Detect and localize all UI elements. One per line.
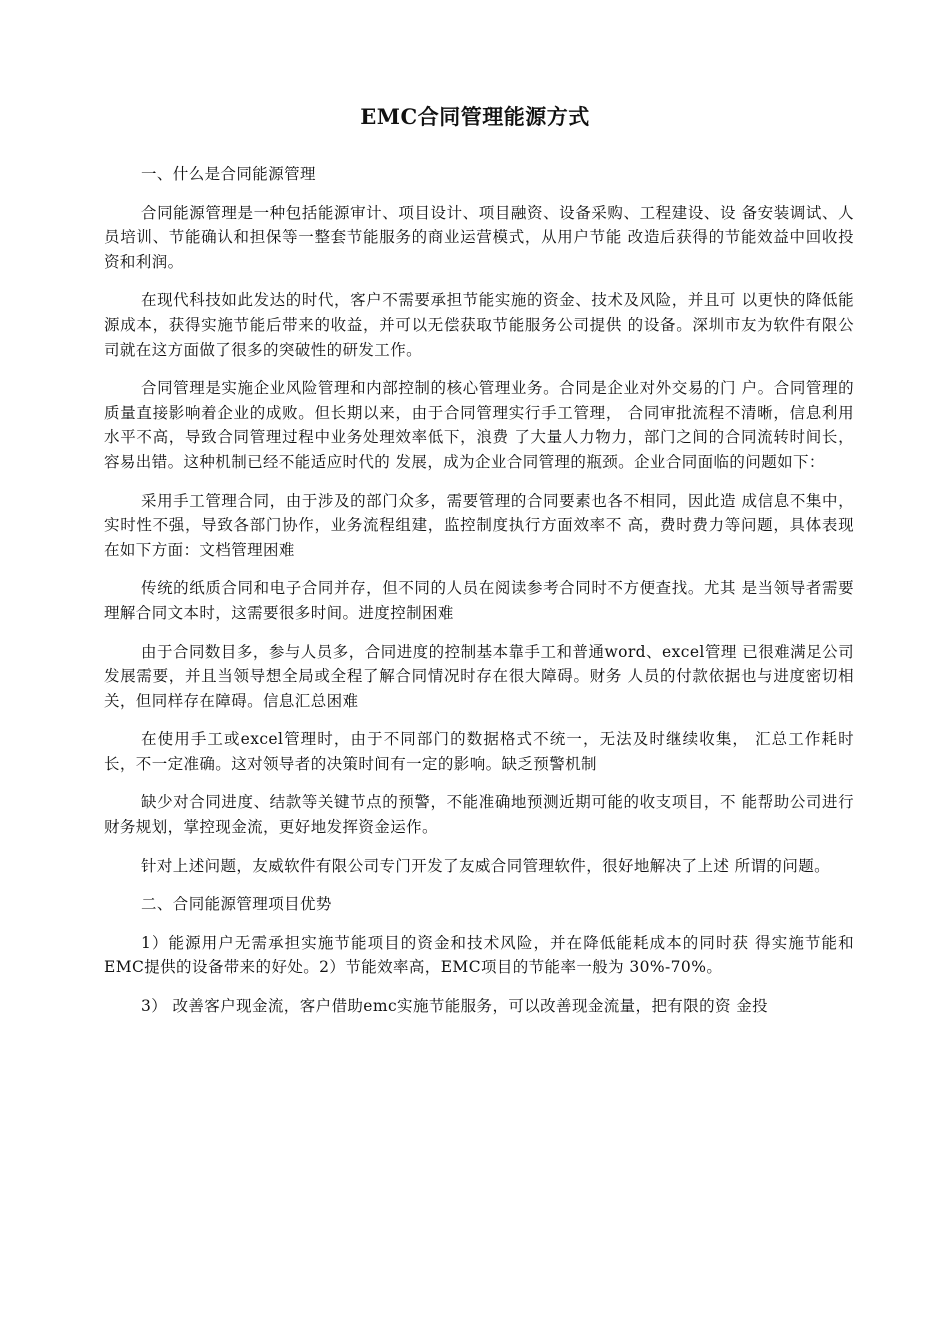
document-body [104, 162, 854, 1033]
paragraph-progress-control: 由于合同数目多，参与人员多，合同进度的控制基本靠手工和普通word、excel管理 已很难满足公司发展需要，并且当领导想全局或全程了解合同情况时存在很大障碍。财务 人员的付款依据也与进度密切相关，但同样存在障碍。信息汇总困难 [104, 642, 854, 710]
document-title: EMC合同管理能源方式 [360, 104, 590, 129]
paragraph-manual-management: 采用手工管理合同，由于涉及的部门众多，需要管理的合同要素也各不相同，因此造 成信息不集中，实时性不强，导致各部门协作，业务流程组建，监控制度执行方面效率不 高，费时费力等问题，具体表现在如下方面：文档管理困难 [104, 491, 854, 559]
paragraph-contract-management: 合同管理是实施企业风险管理和内部控制的核心管理业务。合同是企业对外交易的门 户。合同管理的质量直接影响着企业的成败。但长期以来，由于合同管理实行手工管理， 合同审批流程不清晰，信息利用水平不高，导致合同管理过程中业务处理效率低下，浪费 了大量人力物力，部门之间的合同流转时间长，容易出错。这种机制已经不能适应时代的 发展，成为企业合同管理的瓶颈。企业合同面临的问题如下： [104, 379, 854, 471]
paragraph-paper-contracts: 传统的纸质合同和电子合同并存，但不同的人员在阅读参考合同时不方便查找。尤其 是当领导者需要理解合同文本时，这需要很多时间。进度控制困难 [104, 579, 854, 622]
paragraph-modern-tech: 在现代科技如此发达的时代，客户不需要承担节能实施的资金、技术及风险，并且可 以更快的降低能源成本，获得实施节能后带来的收益，并可以无偿获取节能服务公司提供 的设备。深圳市友为软件有限公司就在这方面做了很多的突破性的研发工作。 [104, 291, 854, 359]
paragraph-advantage-3: 3） 改善客户现金流，客户借助emc实施节能服务，可以改善现金流量，把有限的资 金投 [141, 997, 769, 1016]
paragraph-advantages-1-2: 1）能源用户无需承担实施节能项目的资金和技术风险，并在降低能耗成本的同时获 得实施节能和EMC提供的设备带来的好处。2）节能效率高，EMC项目的节能率一般为 30%-70%。 [104, 933, 854, 977]
paragraph-solution: 针对上述问题，友威软件有限公司专门开发了友威合同管理软件，很好地解决了上述 所谓的问题。 [141, 856, 831, 875]
section-heading-2: 二、合同能源管理项目优势 [141, 895, 332, 914]
paragraph-emc-definition: 合同能源管理是一种包括能源审计、项目设计、项目融资、设备采购、工程建设、设 备安装调试、人员培训、节能确认和担保等一整套节能服务的商业运营模式，从用户节能 改造后获得的节能效益中回收投资和利润。 [104, 203, 854, 271]
paragraph-warning-mechanism: 缺少对合同进度、结款等关键节点的预警，不能准确地预测近期可能的收支项目，不 能帮助公司进行财务规划，掌控现金流，更好地发挥资金运作。 [104, 793, 854, 837]
paragraph-information-summary: 在使用手工或excel管理时，由于不同部门的数据格式不统一，无法及时继续收集， 汇总工作耗时长，不一定准确。这对领导者的决策时间有一定的影响。缺乏预警机制 [104, 730, 854, 773]
section-heading-1: 一、什么是合同能源管理 [141, 165, 316, 183]
